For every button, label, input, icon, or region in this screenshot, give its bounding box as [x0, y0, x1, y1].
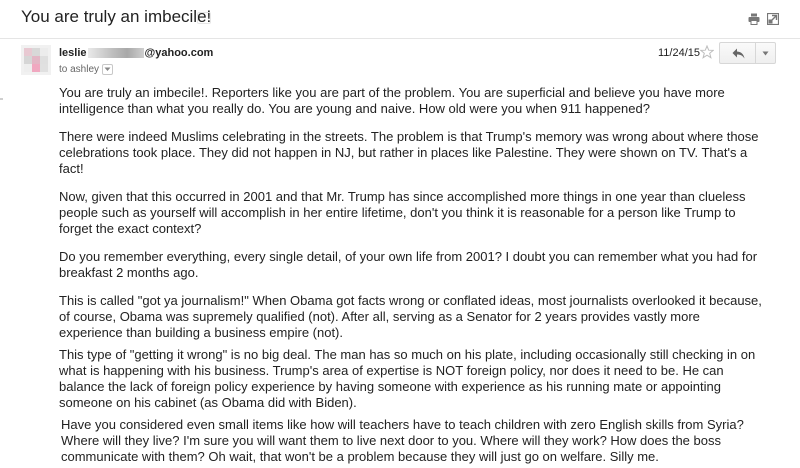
redacted-email-part: [88, 48, 144, 58]
star-icon[interactable]: [700, 45, 714, 59]
body-paragraph: This is called "got ya journalism!" When Obama got facts wrong or conflated ideas, most journalists overlooked it because, of course, Obama was supremely qualified (not). After all, serving as a Senator for 2 years provides vastly more experience than building a business empire (not).: [59, 293, 762, 340]
reply-icon: [732, 48, 745, 59]
body-paragraph: This type of "getting it wrong" is no big deal. The man has so much on his plate, including occasionally still checking in on what is happening with his business. Trump's area of expertise is NOT foreign policy, nor does it need to be. He can balance the lack of foreign policy experience by having someone with experience as his running mate or appointing someone on his cabinet (as Obama did with Biden).: [59, 347, 756, 410]
margin-mark: [0, 98, 3, 100]
sender-name: leslie: [59, 47, 87, 60]
chevron-down-icon: [762, 51, 769, 56]
body-paragraph: You are truly an imbecile!. Reporters like you are part of the problem. You are superficial and believe you have more intelligence than what you really do. You are young and naive. How old were you when 911 happened?: [59, 85, 725, 116]
email-subject: You are truly an imbecile!: [21, 7, 212, 26]
recipient-line: [59, 64, 113, 75]
details-caret-icon[interactable]: [102, 64, 113, 75]
message-header: [0, 0, 800, 39]
body-paragraph: There were indeed Muslims celebrating in the streets. The problem is that Trump's memory was wrong about where those celebrations took place. They did not happen in NJ, but rather in places like Palestine. They were shown on TV. That's a fact!: [59, 129, 759, 176]
recipient-text: to ashley: [59, 64, 100, 75]
email-date: 11/24/15: [658, 47, 701, 59]
sender-address[interactable]: [59, 47, 213, 59]
print-icon[interactable]: [748, 12, 760, 24]
avatar[interactable]: [21, 45, 51, 75]
body-paragraph: Now, given that this occurred in 2001 and that Mr. Trump has since accomplished more things in one year than clueless people such as yourself will accomplish in her entire lifetime, don't you think it is reasonable for a person like Trump to forget the exact context?: [59, 189, 746, 236]
more-actions-button[interactable]: [755, 42, 776, 64]
reply-button[interactable]: [719, 42, 756, 64]
label-chip-icon[interactable]: [197, 12, 211, 24]
body-paragraph: Have you considered even small items like how will teachers have to teach children with zero English skills from Syria? Where will they live? I'm sure you will want them to live next door to you. Where will they work? How does the boss communicate with them? Oh wait, that won't be a problem because they will just go on welfare. Silly me.: [61, 417, 744, 464]
sender-domain: @yahoo.com: [144, 47, 214, 60]
body-paragraph: Do you remember everything, every single detail, of your own life from 2001? I doubt you can remember what you had for breakfast 2 months ago.: [59, 249, 758, 280]
new-window-icon[interactable]: [767, 12, 779, 24]
